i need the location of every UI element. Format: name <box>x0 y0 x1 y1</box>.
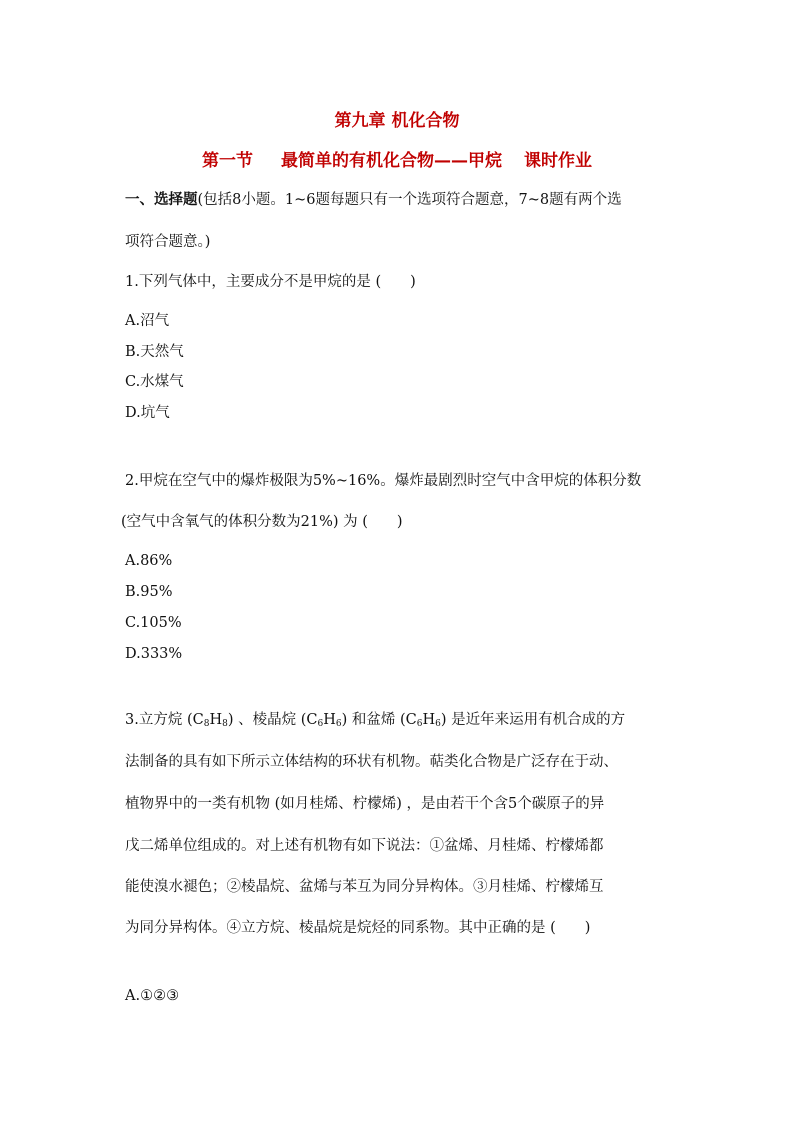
q3-subscript: 8 <box>222 719 228 729</box>
q1-stem: 1.下列气体中，主要成分不是甲烷的是 ( ) <box>125 274 416 290</box>
q3-subscript: 6 <box>317 719 324 729</box>
q3-subscript: 8 <box>203 719 210 729</box>
q2-stem-line-1: 2.甲烷在空气中的爆炸极限为5%~16%。爆炸最剧烈时空气中含甲烷的体积分数 <box>125 473 642 489</box>
q1-option-d: D.坑气 <box>125 405 170 421</box>
q1-option-b: B.天然气 <box>125 344 184 360</box>
section-topic: 最简单的有机化合物——甲烷 <box>281 151 502 171</box>
section-title <box>0 146 794 171</box>
q3-subscript: 6 <box>416 719 423 729</box>
section-number: 第一节 <box>202 151 253 171</box>
q3-subscript: 6 <box>335 719 342 729</box>
q2-option-c: C.105% <box>125 615 182 631</box>
q3-line-3: 植物界中的一类有机物 (如月桂烯、柠檬烯) ，是由若干个含5个碳原子的异 <box>125 796 605 812</box>
q3-text: ) 是近年来运用有机合成的方 <box>440 712 626 728</box>
q3-line-1 <box>125 710 670 734</box>
q1-option-c: C.水煤气 <box>125 374 184 390</box>
q3-line-2: 法制备的具有如下所示立体结构的环状有机物。萜类化合物是广泛存在于动、 <box>125 754 618 770</box>
intro-line-1 <box>125 190 670 210</box>
q3-text: H <box>323 712 336 728</box>
intro-line-2: 项符合题意。) <box>125 234 211 250</box>
q2-option-a: A.86% <box>125 553 173 569</box>
q3-text: ) 、棱晶烷 (C <box>227 712 318 728</box>
q3-text: ) 和盆烯 (C <box>341 712 417 728</box>
intro-text-1: (包括8小题。1~6题每题只有一个选项符合题意，7~8题有两个选 <box>197 192 622 208</box>
q3-line-5: 能使溴水褪色；②棱晶烷、盆烯与苯互为同分异构体。③月桂烯、柠檬烯互 <box>125 879 604 895</box>
q3-text: H <box>422 712 436 728</box>
q3-line-4: 戊二烯单位组成的。对上述有机物有如下说法：①盆烯、月桂烯、柠檬烯都 <box>125 838 604 854</box>
section-homework: 课时作业 <box>524 151 592 171</box>
q2-option-b: B.95% <box>125 584 173 600</box>
q3-text: H <box>209 712 223 728</box>
q3-line-6: 为同分异构体。④立方烷、棱晶烷是烷烃的同系物。其中正确的是 ( ) <box>125 920 591 936</box>
q3-text: 3.立方烷 (C <box>125 712 204 728</box>
q2-option-d: D.333% <box>125 646 183 662</box>
q2-stem-line-2: (空气中含氧气的体积分数为21%) 为 ( ) <box>121 514 403 530</box>
q3-subscript: 6 <box>435 719 441 729</box>
intro-heading: 一、选择题 <box>125 192 198 208</box>
q3-option-a: A.①②③ <box>125 988 180 1004</box>
chapter-title: 第九章 机化合物 <box>334 111 460 131</box>
q1-option-a: A.沼气 <box>125 313 170 329</box>
